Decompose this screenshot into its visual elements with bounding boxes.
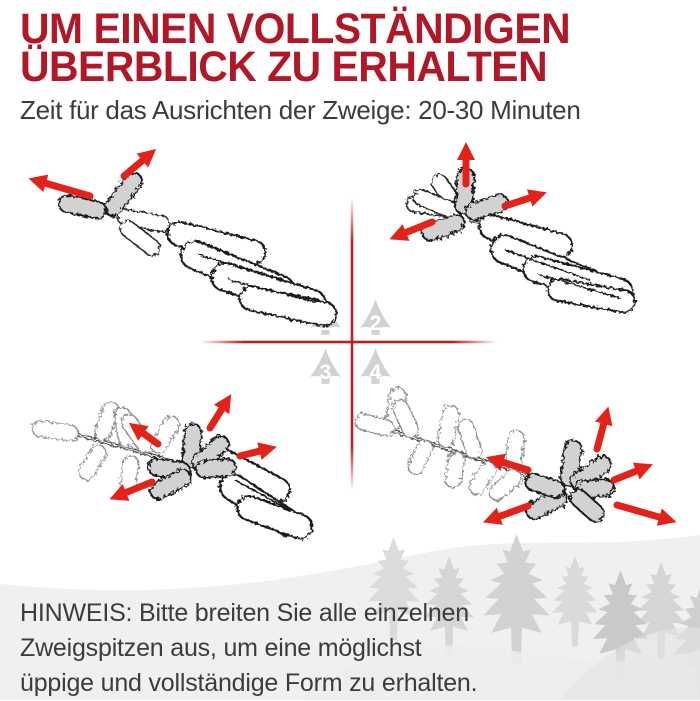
direction-arrow-icon [480, 498, 531, 531]
hint-note-line-3: üppige und vollständige Form zu erhalten. [20, 669, 478, 697]
direction-arrow-icon [202, 389, 238, 432]
branch-illustration-step-3 [31, 389, 315, 542]
direction-arrow-icon [502, 184, 549, 215]
branch-illustration-step-4 [353, 386, 679, 531]
direction-arrow-icon [615, 496, 680, 530]
direction-arrow-icon [611, 456, 657, 488]
step-number-4: 4 [369, 361, 382, 384]
page-title-line-2: ÜBERBLICK ZU ERHALTEN [20, 43, 548, 91]
branch-illustration-step-1 [26, 142, 338, 328]
page-title-line-1: UM EINEN VOLLSTÄNDIGEN [20, 5, 571, 53]
step-number-2: 2 [369, 312, 382, 335]
direction-arrow-icon [588, 404, 617, 451]
branch-foliage [477, 212, 637, 314]
hint-note [20, 596, 540, 701]
hint-note-line-1: HINWEIS: Bitte breiten Sie alle einzelnen [20, 599, 469, 627]
step-number-3: 3 [319, 361, 332, 384]
header [20, 5, 680, 126]
branch-foliage [165, 219, 338, 328]
hint-note-line-2: Zweigspitzen aus, um eine möglichst [20, 634, 422, 662]
page-subtitle: Zeit für das Ausrichten der Zweige: 20-30 Minuten [20, 95, 581, 125]
page-title [20, 5, 647, 91]
branch-illustration-step-2 [386, 142, 637, 314]
